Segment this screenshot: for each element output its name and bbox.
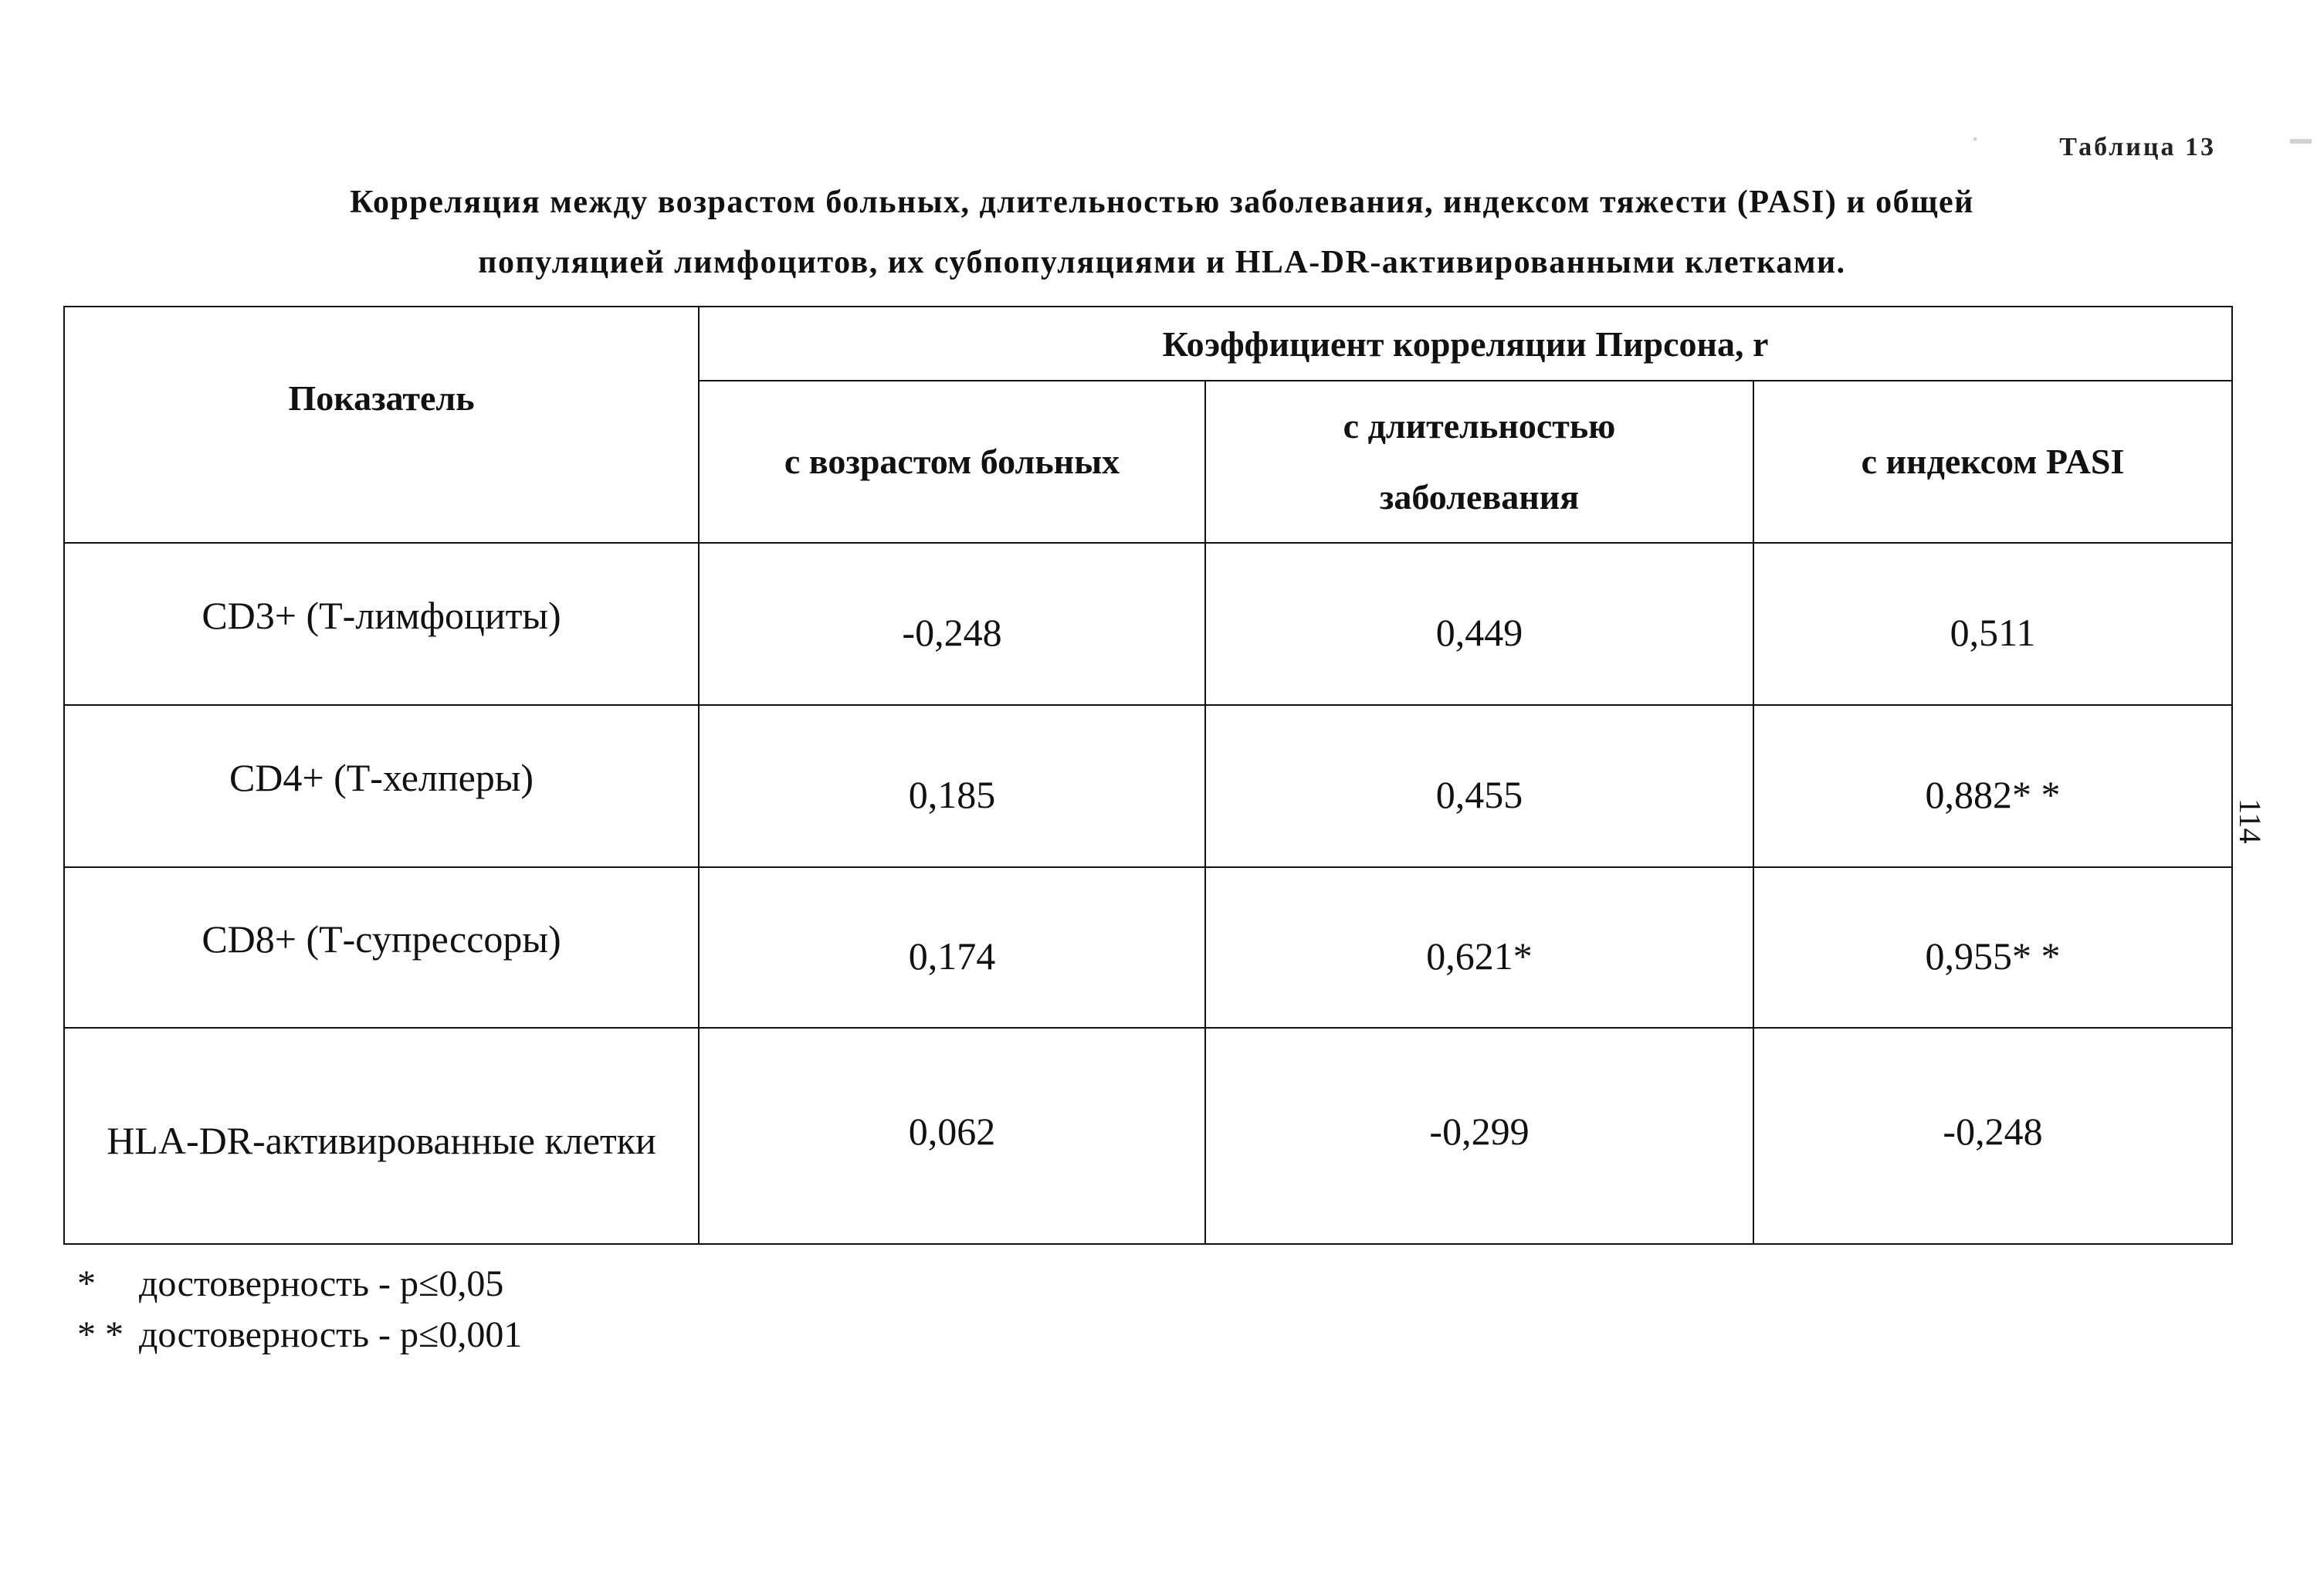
table-title-line-1: Корреляция между возрастом больных, длительностью заболевания, индексом тяжести (PASI) и общей xyxy=(350,185,1974,220)
header-col-pasi: с индексом PASI xyxy=(1753,381,2232,543)
footnote xyxy=(77,1259,522,1310)
footnote xyxy=(77,1310,522,1361)
row-label: CD4+ (Т-хелперы) xyxy=(64,705,699,867)
page-number: 114 xyxy=(2233,798,2268,844)
value-cell: 0,621* xyxy=(1205,867,1753,1028)
header-row xyxy=(64,307,2232,381)
table-title-line-2: популяцией лимфоцитов, их субпопуляциями и HLA-DR-активированными клетками. xyxy=(478,245,1846,280)
header-col-age: с возрастом больных xyxy=(699,381,1205,543)
value-cell: -0,248 xyxy=(1753,1028,2232,1244)
table-row xyxy=(64,705,2232,867)
scan-mark xyxy=(2290,139,2312,144)
value-cell: 0,062 xyxy=(699,1028,1205,1244)
value-cell: 0,955* * xyxy=(1753,867,2232,1028)
value-cell: 0,174 xyxy=(699,867,1205,1028)
footnote-mark: * xyxy=(77,1263,96,1304)
footnote-text: достоверность - p≤0,05 xyxy=(139,1263,504,1304)
footnotes xyxy=(77,1259,522,1361)
value-cell: 0,185 xyxy=(699,705,1205,867)
table-label: Таблица 13 xyxy=(2059,133,2216,161)
table-row xyxy=(64,543,2232,705)
row-label: CD8+ (Т-супрессоры) xyxy=(64,867,699,1028)
value-cell: -0,299 xyxy=(1205,1028,1753,1244)
row-label: CD3+ (Т-лимфоциты) xyxy=(64,543,699,705)
value-cell: -0,248 xyxy=(699,543,1205,705)
scan-mark xyxy=(1973,137,1977,141)
value-cell: 0,455 xyxy=(1205,705,1753,867)
header-indicator: Показатель xyxy=(64,307,699,543)
value-cell: 0,882* * xyxy=(1753,705,2232,867)
correlation-table xyxy=(63,306,2233,1245)
footnote-mark: * * xyxy=(77,1314,124,1355)
table-row xyxy=(64,867,2232,1028)
row-label: HLA-DR-активированные клетки xyxy=(64,1028,699,1244)
value-cell: 0,449 xyxy=(1205,543,1753,705)
header-pearson-group: Коэффициент корреляции Пирсона, r xyxy=(699,307,2232,381)
table-row xyxy=(64,1028,2232,1244)
header-col-duration: с длительностью заболевания xyxy=(1205,381,1753,543)
value-cell: 0,511 xyxy=(1753,543,2232,705)
footnote-text: достоверность - p≤0,001 xyxy=(139,1314,523,1355)
